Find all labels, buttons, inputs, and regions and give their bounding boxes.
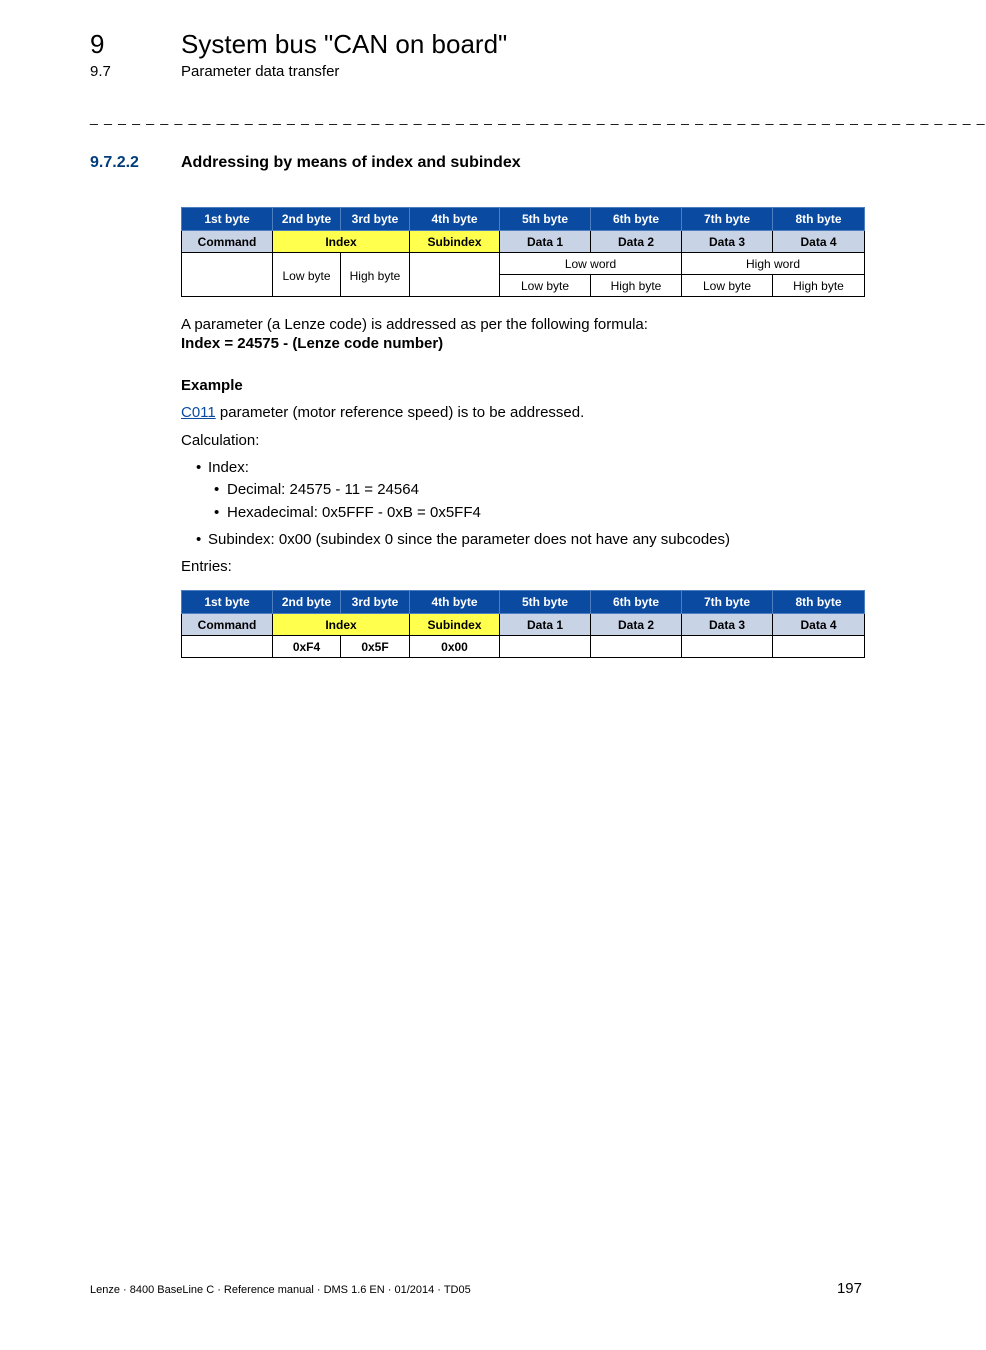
section-title: Parameter data transfer	[181, 63, 340, 80]
command-label: Command	[182, 614, 273, 636]
table-label-row	[182, 614, 865, 636]
page-number: 197	[836, 1280, 862, 1297]
data-high-byte: High byte	[773, 275, 865, 297]
data-high-byte: High byte	[591, 275, 682, 297]
empty-cell	[410, 253, 500, 297]
value-cell: 0x00	[410, 636, 500, 658]
header-cell: 2nd byte	[273, 591, 341, 614]
chapter-number: 9	[90, 29, 105, 59]
header-cell: 6th byte	[591, 591, 682, 614]
sub-bullet-decimal: Decimal: 24575 - 11 = 24564	[227, 481, 419, 498]
section-number: 9.7	[90, 63, 111, 80]
table-header-row	[182, 591, 865, 614]
data2-label: Data 2	[591, 614, 682, 636]
data-low-byte: Low byte	[682, 275, 773, 297]
c011-link[interactable]: C011	[181, 404, 216, 421]
subindex-label: Subindex	[410, 614, 500, 636]
footer-text: Lenze · 8400 BaseLine C · Reference manual · DMS 1.6 EN · 01/2014 · TD05	[90, 1284, 471, 1296]
header-cell: 3rd byte	[341, 208, 410, 231]
value-cell	[591, 636, 682, 658]
value-cell: 0x5F	[341, 636, 410, 658]
table-row	[182, 253, 865, 275]
bullet-glyph: •	[196, 459, 202, 476]
example-text: parameter (motor reference speed) is to be addressed.	[215, 404, 585, 421]
header-cell: 5th byte	[500, 591, 591, 614]
empty-cell	[182, 253, 273, 297]
header-cell: 8th byte	[773, 591, 865, 614]
low-word-cell: Low word	[500, 253, 682, 275]
chapter-title: System bus "CAN on board"	[181, 29, 508, 59]
header-cell: 1st byte	[182, 591, 273, 614]
header-cell: 4th byte	[410, 208, 500, 231]
header-cell: 2nd byte	[273, 208, 341, 231]
data1-label: Data 1	[500, 231, 591, 253]
bullet-glyph: •	[214, 481, 220, 498]
data3-label: Data 3	[682, 614, 773, 636]
value-cell	[682, 636, 773, 658]
data4-label: Data 4	[773, 614, 865, 636]
value-cell: 0xF4	[273, 636, 341, 658]
index-label: Index	[273, 614, 410, 636]
table-label-row	[182, 231, 865, 253]
sub-bullet-hex: Hexadecimal: 0x5FFF - 0xB = 0x5FF4	[227, 504, 481, 521]
bullet-subindex: Subindex: 0x00 (subindex 0 since the parameter does not have any subcodes)	[208, 531, 730, 548]
index-high-byte: High byte	[341, 253, 410, 297]
subindex-label: Subindex	[410, 231, 500, 253]
bullet-glyph: •	[196, 531, 202, 548]
data-low-byte: Low byte	[500, 275, 591, 297]
bullet-index: Index:	[208, 459, 249, 476]
table-row	[182, 636, 865, 658]
subsection-title: Addressing by means of index and subindex	[181, 154, 521, 171]
value-cell	[500, 636, 591, 658]
index-low-byte: Low byte	[273, 253, 341, 297]
data1-label: Data 1	[500, 614, 591, 636]
header-cell: 7th byte	[682, 208, 773, 231]
table-header-row	[182, 208, 865, 231]
header-cell: 1st byte	[182, 208, 273, 231]
subsection-number: 9.7.2.2	[90, 154, 139, 171]
high-word-cell: High word	[682, 253, 865, 275]
data3-label: Data 3	[682, 231, 773, 253]
command-label: Command	[182, 231, 273, 253]
example-paragraph	[181, 403, 584, 423]
entries-table	[181, 590, 865, 658]
index-label: Index	[273, 231, 410, 253]
header-cell: 8th byte	[773, 208, 865, 231]
header-cell: 4th byte	[410, 591, 500, 614]
data4-label: Data 4	[773, 231, 865, 253]
header-cell: 7th byte	[682, 591, 773, 614]
value-cell	[182, 636, 273, 658]
dash-separator: _ _ _ _ _ _ _ _ _ _ _ _ _ _ _ _ _ _ _ _ _ _ _ _ _ _ _ _ _ _ _ _ _ _ _ _ _ _ _ _ _ _ _ _ _ _ _ _ _ _ _ _ _ _ _ _ _ _ _ _ _ _ _ _	[90, 109, 986, 125]
formula-intro: A parameter (a Lenze code) is addressed as per the following formula:	[181, 316, 648, 333]
formula: Index = 24575 - (Lenze code number)	[181, 335, 444, 352]
calculation-label: Calculation:	[181, 432, 260, 449]
header-cell: 6th byte	[591, 208, 682, 231]
value-cell	[773, 636, 865, 658]
header-cell: 3rd byte	[341, 591, 410, 614]
example-heading: Example	[181, 377, 243, 394]
byte-layout-table	[181, 207, 865, 297]
header-cell: 5th byte	[500, 208, 591, 231]
entries-label: Entries:	[181, 558, 232, 575]
bullet-glyph: •	[214, 504, 220, 521]
data2-label: Data 2	[591, 231, 682, 253]
